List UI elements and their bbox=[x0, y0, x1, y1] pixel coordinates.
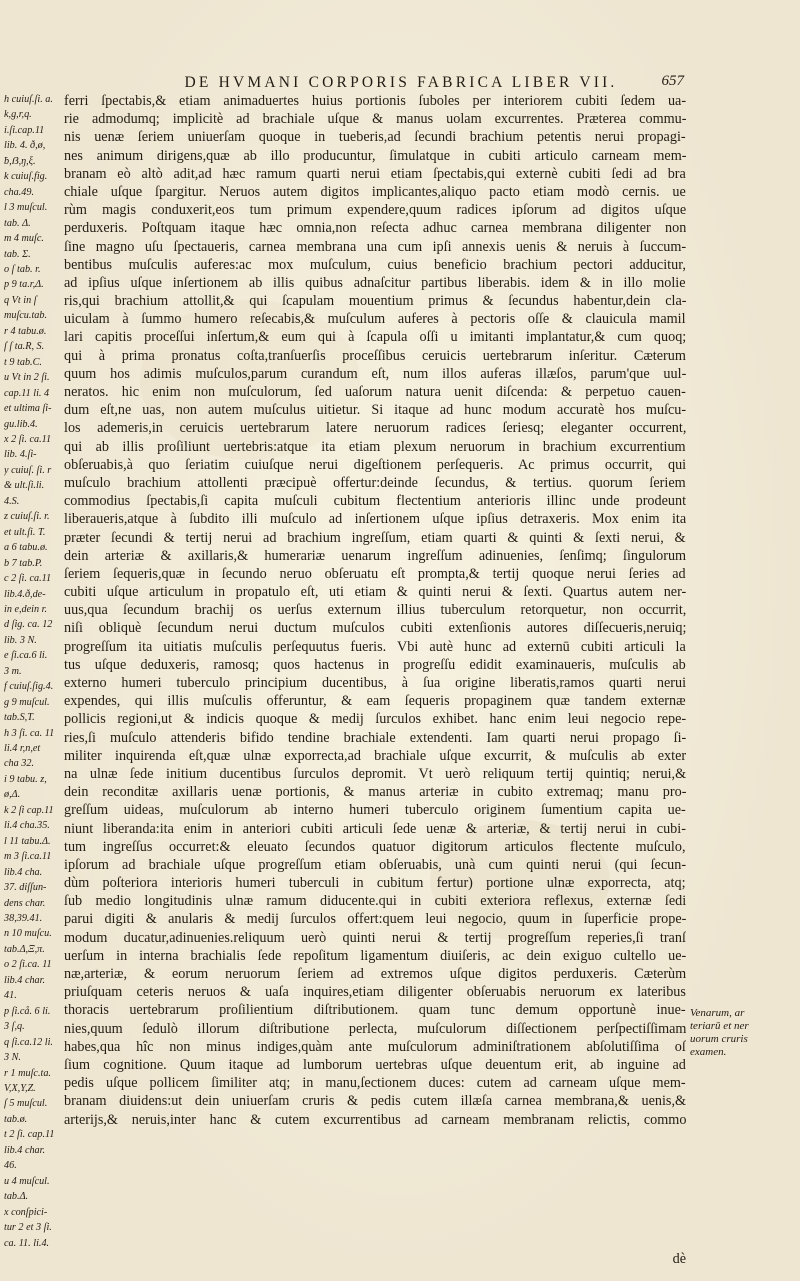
right-margin-note bbox=[690, 1007, 796, 1059]
margin-note: p ſi.cå. 6 li. bbox=[4, 1005, 51, 1017]
text-line: dein arteriæ & axillaris,& humerariæ uenarum ingreſſum adinuenies, ſenſimq; ſingulorum bbox=[64, 547, 686, 564]
margin-note: li.4 r,n,et bbox=[4, 743, 41, 755]
text-line: habes,qua hîc non minus indiges,quàm ante muſculorum adminiſtrationem abſolutiſſima oſ bbox=[64, 1038, 686, 1055]
text-line: perduxeris. Poſtquam itaque hæc omnia,non reſecta adhuc carnea membrana diligenter non bbox=[64, 220, 686, 237]
text-line: greſſum uideas, muſculorum ab interno humeri tuberculo originem ſumentium capita ue- bbox=[64, 802, 686, 819]
text-line: militer inquirenda eſt,quæ ulnæ exporrecta,ad brachiale uſque excurrit, & muſculis ab exter bbox=[64, 747, 686, 764]
margin-note: lib.4 cha. bbox=[4, 866, 43, 878]
margin-note: tur 2 et 3 ſi. bbox=[4, 1222, 52, 1234]
margin-note: lib.4 char. bbox=[4, 1144, 46, 1156]
text-line: los ademeris,in ceruicis uertebrarum latere neruorum radices ſeriesq; eleganter occurrent, bbox=[64, 420, 686, 437]
margin-note: tab. Δ. bbox=[4, 217, 31, 229]
margin-note: tab.Δ. bbox=[4, 1191, 29, 1203]
margin-note: u 4 muſcul. bbox=[4, 1175, 50, 1187]
margin-note: lib. 3 N. bbox=[4, 634, 37, 646]
margin-note: V,X,Y,Z. bbox=[4, 1083, 36, 1094]
main-text-block bbox=[64, 92, 686, 1129]
text-line: nes animum dirigens,quæ ab illo producuntur, ſimulatque in cubiti articulo carneam mem- bbox=[64, 147, 686, 164]
margin-note: q Vt in ſ bbox=[4, 294, 37, 306]
margin-note: n 10 muſcu. bbox=[4, 928, 52, 940]
text-line: niunt liberanda:ita enim in anteriori cubiti articuli ſede uenæ & arteriæ, & tertij nerui in cubi- bbox=[64, 820, 686, 837]
text-line: liberaueris,atque à ſubdito illi muſculo ad inſertionem uſque ipſius detraxeris. Mox enim ita bbox=[64, 511, 686, 528]
text-line: nis uenæ ſeriem uniuerſam quoque in tueberis,ad ſecundi brachium petentis nerui propagi- bbox=[64, 129, 686, 146]
text-line: dùm poſteriora interioris humeri tuberculi in cubitum fertur) portione ulnæ exporrecta, atq; bbox=[64, 875, 686, 892]
margin-note: r 4 tabu.ø. bbox=[4, 325, 47, 337]
text-line: tus uſque deduxeris, ramosq; quos hactenus in progreſſu edidit examinaueris, muſculis ab bbox=[64, 656, 686, 673]
text-line: qui à prima pronatus coſta,tranſuerſis proceſſibus ceruicis uertebrarum inſeritur. Cæterum bbox=[64, 347, 686, 364]
margin-note: lib.4 char. bbox=[4, 974, 46, 986]
margin-note: g 9 muſcul. bbox=[4, 696, 50, 708]
margin-note: m 3 ſi.ca.11 bbox=[4, 851, 52, 863]
text-line: dum eſt,ne uas, non autem muſculus uitietur. Si itaque ad hunc modum accuratè hos muſcu- bbox=[64, 402, 686, 419]
margin-note: f cuiuſ.ſig.4. bbox=[4, 681, 54, 693]
margin-note: o 2 ſi.ca. 11 bbox=[4, 959, 52, 971]
text-line: næ,arteriæ, & eorum neruorum ſeriem ad extremos uſque digitos perduxeris. Cæterùm bbox=[64, 966, 686, 982]
margin-note: ſ ſ ta.R, S. bbox=[4, 341, 45, 353]
margin-note: d ſig. ca. 12 bbox=[4, 619, 53, 631]
margin-note: h cuiuſ.ſi. a. bbox=[4, 94, 53, 105]
margin-note: z cuiuſ.ſi. r. bbox=[4, 511, 50, 523]
margin-note: i 9 tabu. z, bbox=[4, 773, 47, 785]
margin-note: 4.S. bbox=[4, 495, 20, 507]
margin-note: ø,Δ. bbox=[4, 789, 21, 801]
margin-note: ſ 5 muſcul. bbox=[4, 1098, 48, 1110]
margin-note: x conſpici- bbox=[4, 1206, 48, 1218]
text-line: præter ſecundi & tertij nerui ad brachium ingreſſum, etiam quarti & quinti & ſexti nerui, & bbox=[64, 529, 686, 546]
text-line: ſub medio longitudinis ulnæ ramum diducente.qui in cubiti exteriora reflexus, externæ ſedi bbox=[64, 893, 686, 910]
text-line: rie admodumq; implicitè ad brachiale uſque & manus uolam excurrentes. Præterea commu- bbox=[64, 111, 686, 128]
margin-note: 38,39.41. bbox=[4, 913, 43, 925]
text-line: neratos. hic enim non muſculorum, ſed uaſorum natura uenit diſcenda: & perpetuo cauen- bbox=[64, 384, 686, 400]
running-title: DE HVMANI CORPORIS FABRICA LIBER VII. bbox=[184, 74, 618, 91]
page-number: 657 bbox=[661, 73, 684, 89]
text-line: branam diuidens:ut dein uniuerſam cruris & pedis cutem illæſa carnea membrana,& uenis,& bbox=[64, 1093, 686, 1110]
text-line: chiale uſque ſpargitur. Neruos autem digitos implicantes,aliquo pacto etiam modò cernis. ue bbox=[64, 183, 686, 200]
text-line: muſculo brachium attollenti præcipuè offertur:deinde ſecundus, & tertius. quorum ſeriem bbox=[64, 474, 686, 491]
text-line: niſi obliquè ſecundum nerui ductum muſculos cubiti extenſionis autores diſſecueris,neruiq; bbox=[64, 620, 686, 637]
margin-note: b 7 tab.P. bbox=[4, 557, 43, 569]
margin-note: et ult.ſi. T. bbox=[4, 526, 46, 538]
text-line: pollicis regioni,ut & indicis quoque & medij ſurculos exhibet. hanc enim leui negocio repe- bbox=[64, 711, 686, 728]
margin-note: cha.49. bbox=[4, 186, 34, 198]
text-line: modum ducatur,adinuenies.reliquum uerò quinti nerui & tertij progreſſum reperies,ſi tranſ bbox=[64, 929, 686, 946]
margin-note: c 2 ſi. ca.11 bbox=[4, 573, 52, 585]
margin-note: 3 ſ,q. bbox=[4, 1021, 25, 1033]
margin-note: x 2 ſi. ca.11 bbox=[4, 433, 52, 445]
margin-note: 3 m. bbox=[4, 665, 22, 677]
margin-note: ca. 11. li.4. bbox=[4, 1237, 50, 1249]
margin-note: ƀ,ẞ,ŋ,ξ. bbox=[4, 155, 36, 167]
text-line: progreſſum ita uitiatis muſculis perſequutus fueris. Vbi autè hunc ad externū cubiti articuli la bbox=[64, 638, 686, 655]
margin-note: 41. bbox=[4, 990, 17, 1002]
margin-note: li.4 cha.35. bbox=[4, 820, 50, 832]
margin-note: 37. diſſun- bbox=[4, 882, 47, 894]
margin-note: tab. Σ. bbox=[4, 248, 31, 260]
catchword: dè bbox=[672, 1251, 686, 1267]
margin-note: & ult.ſi.li. bbox=[4, 480, 45, 492]
text-line: dein reconditæ axillaris uenæ portionis, & manus arteriæ in cubito extremaq; manu pro- bbox=[64, 784, 686, 801]
text-line: parui digiti & anularis & medij ſurculos offert:quem leui negocio, quum in ſuperficie prope- bbox=[64, 911, 686, 928]
text-line: ſium cognitione. Quum itaque ad lumborum uertebras uſque deuentum erit, ab inguine ad bbox=[64, 1056, 686, 1073]
margin-note: 3 N. bbox=[4, 1052, 21, 1064]
margin-note: m 4 muſc. bbox=[4, 233, 44, 245]
margin-note: gu.lib.4. bbox=[4, 418, 38, 430]
margin-note: k 2 ſi cap.11 bbox=[4, 804, 54, 816]
text-line: uerſum in interna brachialis ſede repoſitum ligamentum diuiſeris, ac dein exiguo cultello ue- bbox=[64, 947, 686, 964]
text-line: commodius ſpectabis,ſi capita muſculi cubitum flectentium anterioris illinc unde prodeunt bbox=[64, 493, 686, 510]
margin-note: a 6 tabu.ø. bbox=[4, 542, 48, 554]
text-line: tum ingreſſus occurret:& eleuato ſecundos quatuor digitorum articulos flectente muſculo, bbox=[64, 838, 686, 855]
margin-note: r 1 muſc.ta. bbox=[4, 1067, 51, 1079]
margin-note: muſcu.tab. bbox=[4, 310, 48, 322]
text-line: ries,ſi muſculo attenderis bifido tendine brachiale extendenti. Iam quarti nerui propago ſi- bbox=[64, 729, 686, 746]
left-margin-notes bbox=[4, 92, 60, 1251]
margin-note: lib.4.ð,de- bbox=[4, 588, 46, 600]
text-line: obſeruabis,à quo ſeriatim cuiuſque nerui digeſtionem perſequeris. Ac primus occurrit, qui bbox=[64, 456, 686, 473]
margin-note: et ultima ſi- bbox=[4, 403, 52, 415]
margin-note: l 11 tabu.Δ. bbox=[4, 835, 51, 847]
margin-note: dens char. bbox=[4, 897, 46, 909]
margin-note: q ſi.ca.12 li. bbox=[4, 1036, 53, 1048]
text-line: qui ab illis proſiliunt uertebris:atque ita etiam plexum neruorum in brachium excurrentium bbox=[64, 438, 686, 455]
text-line: expendes, qui illis muſculis offeruntur, & eam ſequeris propaginem quæ tandem externæ bbox=[64, 693, 686, 710]
margin-note: in e,dein r. bbox=[4, 603, 48, 615]
margin-note: e ſi.ca.6 li. bbox=[4, 650, 48, 662]
text-line: quum hos adimis muſculos,parum curandum eſt, num illos auferas illæſos, parum'que uul- bbox=[64, 365, 686, 382]
margin-note: cap.11 li. 4 bbox=[4, 387, 50, 399]
margin-note: tab.S,T. bbox=[4, 712, 35, 724]
text-line: ferri ſpectabis,& etiam animaduertes huius portionis ſuboles per interiorem cubiti ſedem ua- bbox=[64, 93, 686, 109]
text-line: arterijs,& neruis,inter hanc & cutem excurrentibus ad carneam membranam relictis, commo bbox=[64, 1111, 686, 1128]
margin-note: u Vt in 2 ſi. bbox=[4, 372, 50, 384]
margin-note: uorum cruris bbox=[690, 1033, 748, 1045]
margin-note: tab.Δ,Ξ,π. bbox=[4, 943, 45, 955]
margin-note: cha 32. bbox=[4, 758, 34, 770]
text-line: ſine magno uſu ſpectaueris, carnea membrana una cum ipſi annexis uenis & neruis à ſuccum- bbox=[64, 238, 686, 255]
margin-note: i.ſi.cap.11 bbox=[4, 124, 45, 136]
margin-note: lib. 4.ſi- bbox=[4, 449, 37, 461]
text-line: nies,quum ſedulò illorum diſtributione perlecta, muſculorum diſſectionem perſpectiſſimam bbox=[64, 1020, 686, 1037]
text-line: bentibus muſculis auferes:ac mox muſculum, cuius beneficio brachium pectori adducitur, bbox=[64, 256, 686, 273]
margin-note: h 3 ſi. ca. 11 bbox=[4, 727, 55, 739]
margin-note: examen. bbox=[690, 1046, 727, 1058]
margin-note: y cuiuſ. ſi. r bbox=[4, 464, 52, 476]
margin-note: 46. bbox=[4, 1160, 17, 1172]
margin-note: k,g,r,q. bbox=[4, 109, 32, 121]
text-line: externo humeri tuberculo principium ducentibus, à ſua origine liberatis,ramos quarti nerui bbox=[64, 675, 686, 691]
margin-note: k cuiuſ.fig. bbox=[4, 171, 48, 183]
margin-note: p 9 ta.r,Δ. bbox=[4, 279, 44, 291]
page-header bbox=[118, 72, 684, 94]
text-line: ipſorum ad brachiale uſque progreſſum etiam obſeruabis, unà cum quinti nerui (qui ſecun- bbox=[64, 856, 686, 873]
text-line: uiculam à ſummo humero reſecabis,& muſculum auferes à pectoris oſſe & clauicula mamil bbox=[64, 311, 686, 328]
margin-note: tab.ø. bbox=[4, 1113, 28, 1125]
margin-note: o ſ tab. r. bbox=[4, 263, 41, 275]
margin-note: t 9 tab.C. bbox=[4, 356, 42, 368]
text-line: pedis uſque pollicem ſimiliter atq; in manu,ſectionem duces: cutem ad carneam uſque mem- bbox=[64, 1075, 686, 1092]
text-line: ſeriem ſequeris,quæ in ſecundo neruo obſeruatu eſt prompta,& tertij quoque nerui ſeries ad bbox=[64, 565, 686, 582]
text-line: ris,qui brachium attollit,& qui ſcapulam mouentium primus & ſecundus habentur,dein cla- bbox=[64, 293, 686, 310]
margin-note: t 2 ſi. cap.11 bbox=[4, 1129, 55, 1141]
text-line: ad ipſius uſque inſertionem ab illis quibus adnaſcitur partibus liberabis. idem & in illo molie bbox=[64, 274, 686, 291]
text-line: thoracis uertebrarum proſilientium diſtributionem. quam tunc demum opportunè inue- bbox=[64, 1002, 686, 1019]
margin-note: l 3 muſcul. bbox=[4, 202, 48, 214]
text-line: branam eò altò adit,ad hæc ramum quarti nerui etiam ſpectabis,qui externè cubiti ſedi ad bra bbox=[64, 165, 686, 182]
text-line: lari capitis proceſſui inſertum,& eum qui à ſcapula oſſi u imitanti implantatur,& cum quoq; bbox=[64, 329, 686, 346]
margin-note: teriarū et ner bbox=[690, 1020, 749, 1032]
margin-note: Venarum, ar bbox=[690, 1007, 745, 1019]
text-line: priuſquam ceteris neruos & uaſa inquires,etiam diligenter obſeruabis neruorum ex lateribus bbox=[64, 984, 686, 1001]
text-line: rùm magis conduxerit,eos tum primum expendere,quum radices ipſorum ad digitos uſque bbox=[64, 202, 686, 219]
text-line: cubiti uſque articulum in propatulo eſt, uti etiam & quinti nerui & ſexti. Quartus autem ner- bbox=[64, 584, 686, 601]
margin-note: lib. 4. ð,ø, bbox=[4, 140, 46, 152]
text-line: na ulnæ ſede initium ducentibus ſurculos depromit. Vt uerò reliquum tertij quintiq; nerui,& bbox=[64, 765, 686, 782]
text-line: uus,qua ſecundum brachij os uerſus externum illius tuberculum retorquetur, non occurrit, bbox=[64, 602, 686, 619]
